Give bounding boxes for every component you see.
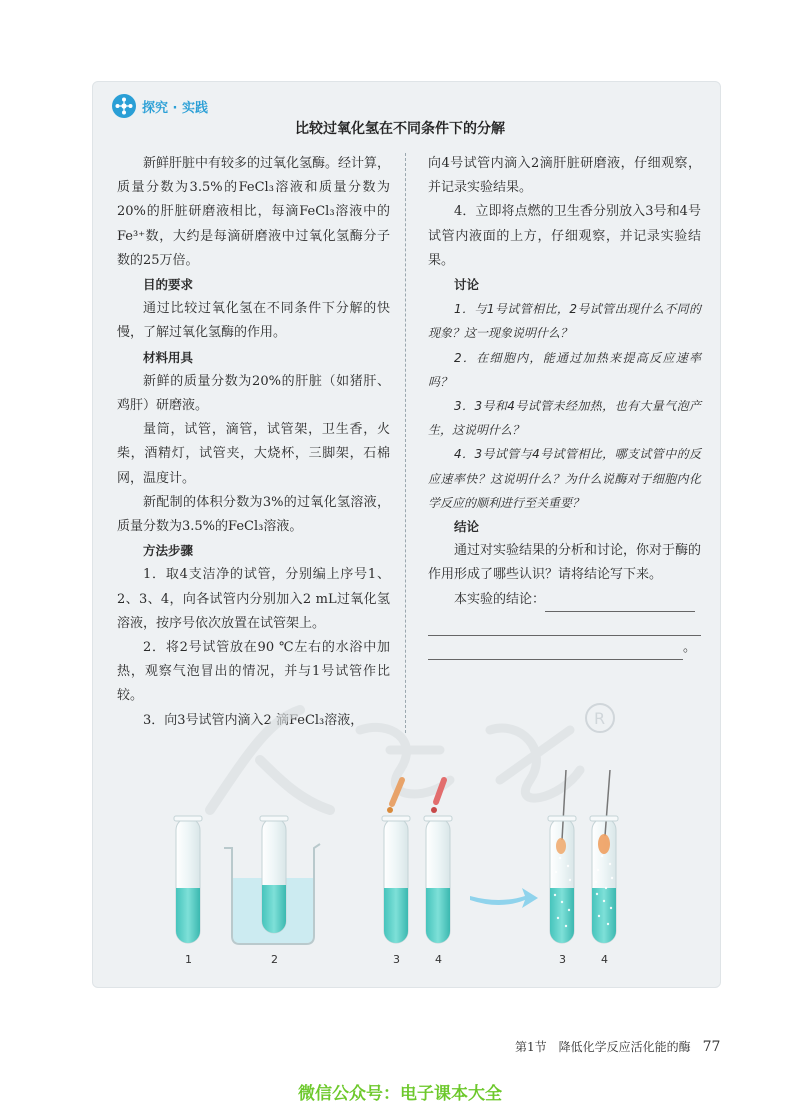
answer-blank-2[interactable]	[428, 612, 701, 636]
tube-label-4: 4	[435, 953, 442, 966]
aim-paragraph: 通过比较过氧化氢在不同条件下分解的快慢，了解过氧化氢酶的作用。	[117, 301, 390, 341]
step-1: 1．取4支洁净的试管，分别编上序号1、2、3、4，向各试管内分别加入2 mL过氧化氢溶液，按序号依次放置在试管架上。	[117, 567, 390, 631]
question-4: 4．3号试管与4号试管相比，哪支试管中的反应速率快？这说明什么？为什么说酶对于细胞内化学反应的顺利进行至关重要？	[428, 447, 701, 510]
left-column	[117, 152, 390, 733]
conclusion-paragraph: 通过对实验结果的分析和讨论，你对于酶的作用形成了哪些认识？请将结论写下来。	[428, 543, 702, 583]
intro-paragraph: 新鲜肝脏中有较多的过氧化氢酶。经计算，质量分数为3.5%的FeCl₃溶液和质量分数为20%的肝脏研磨液相比，每滴FeCl₃溶液中的Fe³⁺数，大约是每滴研磨液中过氧化氢酶分子数的25万倍。	[117, 156, 391, 268]
page-footer	[515, 1038, 720, 1055]
page-title: 比较过氧化氢在不同条件下的分解	[295, 121, 505, 137]
tube-label-2: 2	[271, 953, 278, 966]
right-column	[428, 152, 701, 660]
dropper-liver-extract	[431, 780, 444, 813]
test-tube-4	[424, 816, 452, 943]
wechat-caption: 微信公众号：电子课本大全	[298, 1084, 502, 1104]
aim-heading: 目的要求	[143, 277, 194, 293]
answer-blank-1[interactable]	[545, 597, 695, 612]
test-tube-3	[382, 816, 410, 943]
question-3: 3．3号和4号试管未经加热，也有大量气泡产生，这说明什么？	[428, 399, 701, 438]
column-divider	[405, 153, 406, 733]
question-1: 1．与1号试管相比，2号试管出现什么不同的现象？这一现象说明什么？	[428, 302, 701, 341]
experiment-illustration	[140, 770, 700, 970]
answer-blank-3[interactable]	[428, 636, 683, 660]
step-4: 4．立即将点燃的卫生香分别放入3号和4号试管内液面的上方，仔细观察，并记录实验结果。	[428, 204, 701, 268]
molecule-icon	[112, 94, 136, 118]
activity-badge	[112, 94, 208, 118]
conclusion-heading: 结论	[454, 519, 480, 535]
materials-paragraph-3: 新配制的体积分数为3%的过氧化氢溶液，质量分数为3.5%的FeCl₃溶液。	[117, 494, 390, 535]
test-tube-4-result	[590, 770, 618, 943]
test-tube-1	[174, 816, 202, 943]
step-3-start: 3．向3号试管内滴入2 滴FeCl₃溶液，	[143, 712, 364, 728]
tube-label-4-result: 4	[601, 953, 608, 966]
tube-label-3-result: 3	[559, 953, 566, 966]
step-2: 2．将2号试管放在90 ℃左右的水浴中加热，观察气泡冒出的情况，并与1号试管作比较。	[117, 640, 390, 704]
tube-label-3: 3	[393, 953, 400, 966]
materials-paragraph-1: 新鲜的质量分数为20%的肝脏（如猪肝、鸡肝）研磨液。	[117, 373, 390, 414]
materials-paragraph-2: 量筒，试管，滴管，试管架，卫生香，火柴，酒精灯，试管夹，大烧杯，三脚架，石棉网，温度计。	[117, 422, 390, 486]
conclusion-prompt: 本实验的结论：	[454, 591, 546, 607]
question-2: 2．在细胞内，能通过加热来提高反应速率吗？	[428, 350, 701, 389]
answer-line-3	[428, 636, 701, 660]
conclusion-prompt-line	[428, 588, 701, 612]
arrow-icon	[470, 888, 538, 908]
materials-heading: 材料用具	[143, 349, 194, 365]
end-mark: 。	[683, 639, 697, 655]
water-bath-beaker	[224, 816, 320, 944]
test-tube-3-result	[548, 770, 576, 943]
tube-label-1: 1	[185, 953, 192, 966]
page-number: 77	[702, 1039, 721, 1055]
steps-heading: 方法步骤	[143, 543, 194, 559]
step-3-end: 向4号试管内滴入2滴肝脏研磨液，仔细观察，并记录实验结果。	[428, 156, 701, 196]
discussion-heading: 讨论	[454, 277, 480, 293]
dropper-fecl3	[387, 780, 402, 813]
section-title: 第1节 降低化学反应活化能的酶	[515, 1040, 691, 1054]
badge-label: 探究 · 实践	[142, 100, 208, 116]
svg-text:R: R	[594, 709, 606, 728]
